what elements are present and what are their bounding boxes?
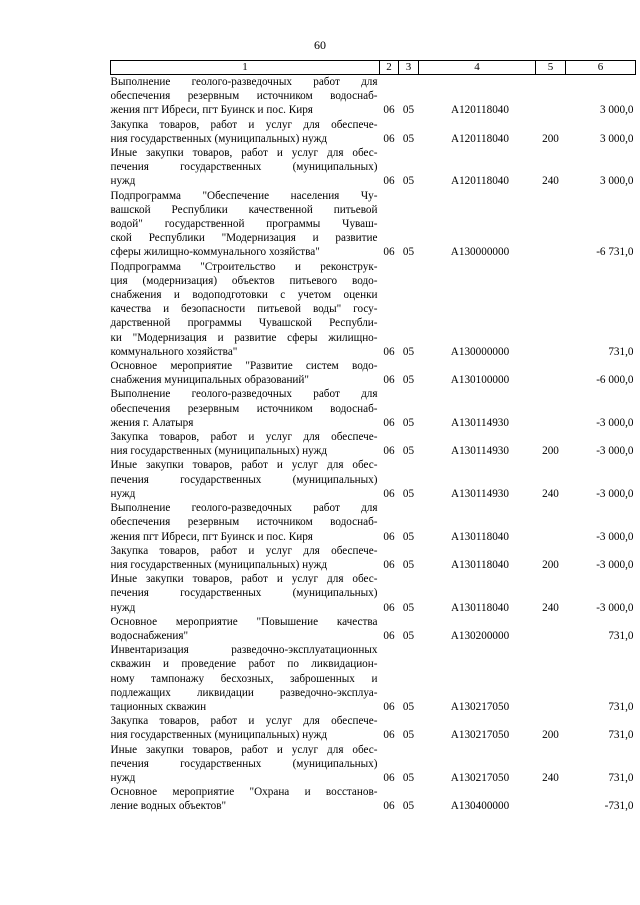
row-name [111,430,380,458]
row-section: 06 [383,104,395,117]
row-name [111,359,380,387]
row-target-article: А130118040 [450,530,509,543]
table-row [111,458,636,501]
row-sum: 731,0 [608,700,634,713]
row-target-article: А130217050 [450,771,510,784]
row-sum: -3 000,0 [596,530,634,543]
row-name-line: водоснабжения" [110,629,189,642]
row-sum: -3 000,0 [596,445,634,458]
header-col-2: 2 [380,61,399,75]
table-row [111,714,636,742]
page-number: 60 [314,38,326,52]
row-name-line: снабжения муниципальных образований" [110,374,309,387]
row-sum: -6 000,0 [596,374,634,387]
row-name [111,615,380,643]
row-section: 06 [383,601,395,614]
row-subsection: 05 [402,487,415,500]
row-expense-type [536,501,566,544]
row-name-line: водой" государственной программы Чуваш- [110,218,378,231]
row-name [111,572,380,615]
row-expense-type [536,387,566,430]
row-name-line: обеспечения резервным источником водоснаб- [110,90,378,103]
row-name-line: ному тампонажу бесхозных, заброшенных и [110,672,378,685]
row-name [111,118,380,146]
row-name-line: Подпрограмма "Обеспечение населения Чу- [110,189,378,202]
row-sum: 731,0 [608,729,634,742]
header-col-4: 4 [419,61,536,75]
table-row [111,615,636,643]
row-name-line: печения государственных (муниципальных) [110,473,378,486]
row-name [111,189,380,260]
row-name-line: Иные закупки товаров, работ и услуг для обес- [110,743,378,756]
row-target-article: А130114930 [450,487,509,500]
header-col-1: 1 [111,61,380,75]
table-body [111,75,636,814]
row-subsection: 05 [402,800,415,813]
row-expense-type: 240 [542,601,559,614]
row-expense-type: 200 [542,132,559,145]
row-expense-type [536,615,566,643]
row-subsection: 05 [402,104,415,117]
row-name-line: скважин и проведение работ по ликвидацион- [110,658,378,671]
row-section: 06 [383,374,395,387]
row-sum: -6 731,0 [596,246,634,259]
row-target-article: А130217050 [450,729,510,742]
row-name-line: ление водных объектов" [110,800,227,813]
row-name [111,743,380,786]
row-name-line: тационных скважин [110,700,207,713]
row-name-line: обеспечения резервным источником водоснаб- [110,516,378,529]
row-name [111,75,380,118]
header-col-6: 6 [566,61,636,75]
row-expense-type [536,75,566,118]
row-name-line: подлежащих ликвидации разведочно-эксплуа- [110,686,378,699]
row-subsection: 05 [402,558,415,571]
row-subsection: 05 [402,374,415,387]
row-expense-type: 240 [542,487,559,500]
row-subsection: 05 [402,700,415,713]
row-sum: 731,0 [608,345,634,358]
header-col-3: 3 [399,61,419,75]
row-name-line: нужд [110,487,136,500]
row-name [111,501,380,544]
row-target-article: А130000000 [450,345,510,358]
row-name-line: печения государственных (муниципальных) [110,161,378,174]
row-name [111,714,380,742]
row-sum: -3 000,0 [596,487,634,500]
row-target-article: А120118040 [450,104,509,117]
row-section: 06 [383,800,395,813]
row-sum: -731,0 [604,800,634,813]
row-section: 06 [383,771,395,784]
row-target-article: А130118040 [450,601,509,614]
row-name-line: Закупка товаров, работ и услуг для обеспече- [110,544,378,557]
row-target-article: А130000000 [450,246,510,259]
table-row [111,643,636,714]
table-row [111,430,636,458]
table-row [111,501,636,544]
row-sum: -3 000,0 [596,601,634,614]
row-name-line: ния государственных (муниципальных) нужд [110,132,328,145]
row-subsection: 05 [402,132,415,145]
row-name-line: Закупка товаров, работ и услуг для обеспече- [110,715,378,728]
row-sum: -3 000,0 [596,558,634,571]
row-expense-type: 200 [542,729,559,742]
row-section: 06 [383,175,395,188]
row-subsection: 05 [402,729,415,742]
budget-table [110,60,636,814]
row-name-line: Иные закупки товаров, работ и услуг для обес- [110,573,378,586]
row-name-line: Основное мероприятие "Повышение качества [110,615,378,628]
row-section: 06 [383,487,395,500]
row-name [111,544,380,572]
row-section: 06 [383,416,395,429]
row-name-line: качества и безопасности питьевой воды" госу- [110,303,378,316]
table-row [111,572,636,615]
row-target-article: А130400000 [450,800,510,813]
row-name-line: жения пгт Ибреси, пгт Буинск и пос. Киря [110,104,313,117]
row-name-line: жения г. Алатыря [110,416,194,429]
row-name-line: Иные закупки товаров, работ и услуг для обес- [110,459,378,472]
row-name-line: снабжения и водоподготовки с учетом оценки [110,289,378,302]
row-expense-type: 200 [542,445,559,458]
row-sum: 731,0 [608,629,634,642]
table-row [111,359,636,387]
row-name-line: ния государственных (муниципальных) нужд [110,729,328,742]
row-subsection: 05 [402,416,415,429]
table-row [111,387,636,430]
row-expense-type [536,260,566,359]
row-name-line: Инвентаризация разведочно-эксплуатационных [110,644,378,657]
row-name-line: ния государственных (муниципальных) нужд [110,445,328,458]
row-expense-type [536,189,566,260]
row-name-line: Закупка товаров, работ и услуг для обеспече- [110,118,378,131]
table-row [111,75,636,118]
row-sum: 3 000,0 [599,175,634,188]
table-row [111,146,636,189]
row-name [111,643,380,714]
row-name-line: вашской Республики качественной питьевой [110,203,378,216]
row-name-line: сферы жилищно-коммунального хозяйства" [110,246,320,259]
row-sum: 3 000,0 [599,104,634,117]
row-subsection: 05 [402,771,415,784]
row-name-line: нужд [110,771,136,784]
row-sum: 3 000,0 [599,132,634,145]
row-name-line: Выполнение геолого-разведочных работ для [110,76,378,88]
row-name-line: нужд [110,175,136,188]
row-subsection: 05 [402,601,415,614]
row-target-article: А130100000 [450,374,510,387]
row-name [111,458,380,501]
row-name-line: Подпрограмма "Строительство и реконструк- [110,260,378,273]
table-row [111,785,636,813]
table-row [111,189,636,260]
row-name-line: печения государственных (муниципальных) [110,587,378,600]
row-name-line: ция (модернизация) объектов питьевого водо- [110,274,378,287]
row-subsection: 05 [402,175,415,188]
row-expense-type: 200 [542,558,559,571]
table-row [111,743,636,786]
row-subsection: 05 [402,445,415,458]
row-name-line: печения государственных (муниципальных) [110,757,378,770]
row-section: 06 [383,246,395,259]
row-target-article: А130118040 [450,558,509,571]
row-section: 06 [383,345,395,358]
row-section: 06 [383,132,395,145]
row-name-line: коммунального хозяйства" [110,345,238,358]
row-name-line: Закупка товаров, работ и услуг для обеспече- [110,431,378,444]
table-row [111,260,636,359]
row-target-article: А130114930 [450,445,509,458]
row-section: 06 [383,629,395,642]
table-row [111,544,636,572]
row-name-line: нужд [110,601,136,614]
row-target-article: А120118040 [450,175,509,188]
row-section: 06 [383,558,395,571]
row-subsection: 05 [402,345,415,358]
row-target-article: А130217050 [450,700,510,713]
row-section: 06 [383,700,395,713]
row-name-line: ния государственных (муниципальных) нужд [110,558,328,571]
header-col-5: 5 [536,61,566,75]
row-expense-type [536,785,566,813]
row-section: 06 [383,729,395,742]
row-name [111,146,380,189]
row-subsection: 05 [402,629,415,642]
row-target-article: А130200000 [450,629,510,642]
row-name [111,260,380,359]
row-section: 06 [383,445,395,458]
row-name-line: Основное мероприятие "Охрана и восстанов- [110,786,378,799]
table-header-row [111,61,636,75]
row-expense-type: 240 [542,175,559,188]
row-section: 06 [383,530,395,543]
row-target-article: А120118040 [450,132,509,145]
row-name-line: Иные закупки товаров, работ и услуг для обес- [110,147,378,160]
row-name-line: жения пгт Ибреси, пгт Буинск и пос. Киря [110,530,313,543]
row-sum: 731,0 [608,771,634,784]
row-expense-type [536,359,566,387]
row-name [111,387,380,430]
row-name-line: ской Республики "Модернизация и развитие [110,232,378,245]
row-expense-type: 240 [542,771,559,784]
row-name-line: Выполнение геолого-разведочных работ для [110,388,378,401]
row-name [111,785,380,813]
row-name-line: Выполнение геолого-разведочных работ для [110,502,378,515]
row-target-article: А130114930 [450,416,509,429]
row-subsection: 05 [402,246,415,259]
row-name-line: ки "Модернизация и развитие сферы жилищно- [110,331,378,344]
row-subsection: 05 [402,530,415,543]
row-name-line: обеспечения резервным источником водоснаб- [110,402,378,415]
row-sum: -3 000,0 [596,416,634,429]
row-name-line: дарственной программы Чувашской Республи- [110,317,378,330]
row-name-line: Основное мероприятие "Развитие систем водо- [110,360,378,373]
table-row [111,118,636,146]
row-expense-type [536,643,566,714]
